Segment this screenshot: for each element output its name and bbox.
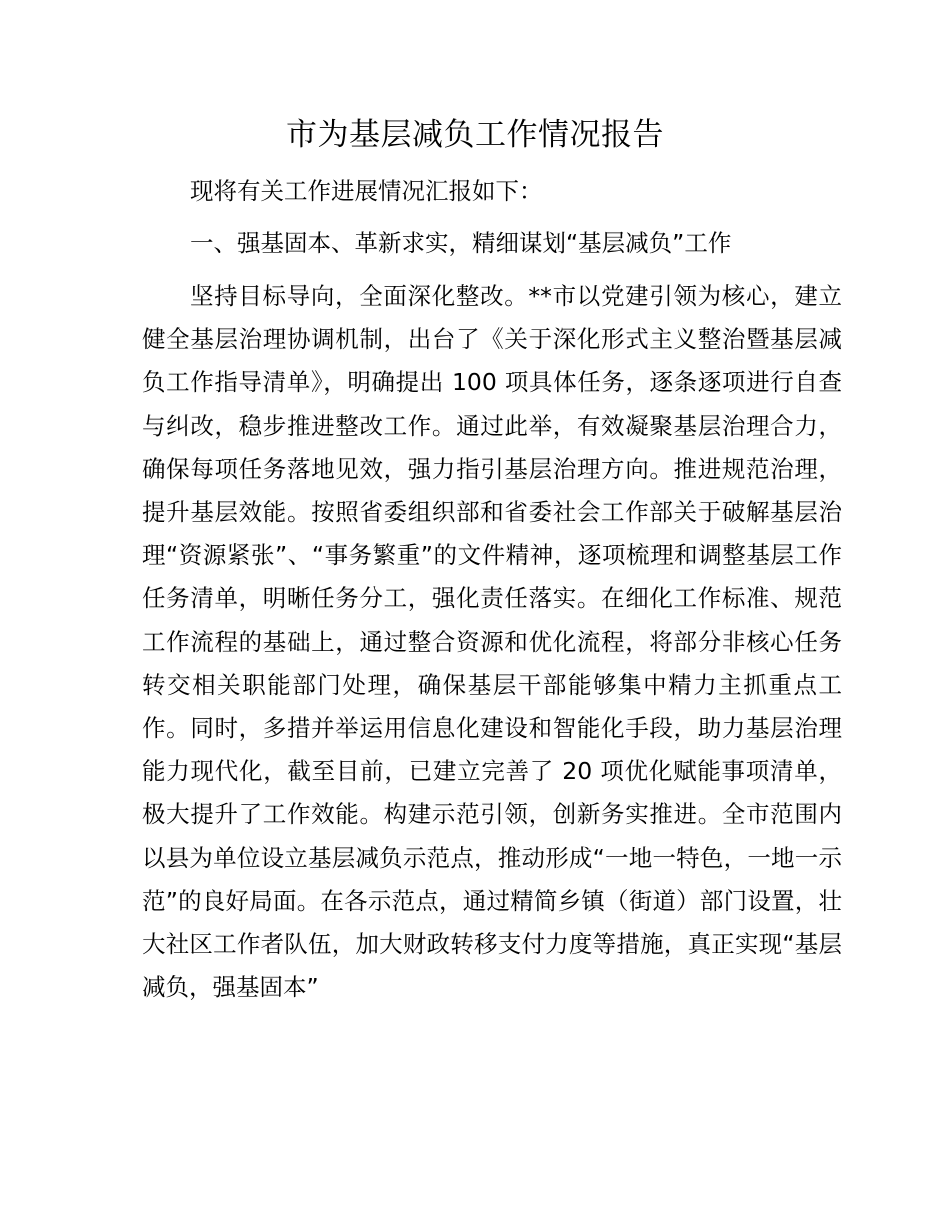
body-paragraph: 坚持目标导向，全面深化整改。**市以党建引领为核心，建立健全基层治理协调机制，出台了《关于深化形式主义整治暨基层减负工作指导清单》，明确提出 100 项具体任务，逐条逐项进行自查与纠改，稳步推进整改工作。通过此举，有效凝聚基层治理合力，确保每项任务落地见效，强力指引基层治理方向。推进规范治理，提升基层效能。按照省委组织部和省委社会工作部关于破解基层治理“资源紧张”、“事务繁重”的文件精神，逐项梳理和调整基层工作任务清单，明晰任务分工，强化责任落实。在细化工作标准、规范工作流程的基础上，通过整合资源和优化流程，将部分非核心任务转交相关职能部门处理，确保基层干部能够集中精力主抓重点工作。同时，多措并举运用信息化建设和智能化手段，助力基层治理能力现代化，截至目前，已建立完善了 20 项优化赋能事项清单，极大提升了工作效能。构建示范引领，创新务实推进。全市范围内以县为单位设立基层减负示范点，推动形成“一地一特色，一地一示范”的良好局面。在各示范点，通过精简乡镇（街道）部门设置，壮大社区工作者队伍，加大财政转移支付力度等措施，真正实现“基层减负，强基固本” (142, 282, 842, 1002)
intro-paragraph: 现将有关工作进展情况汇报如下： (190, 177, 543, 205)
section-heading: 一、强基固本、革新求实，精细谋划“基层减负”工作 (190, 229, 732, 257)
document-title: 市为基层减负工作情况报告 (286, 117, 664, 153)
